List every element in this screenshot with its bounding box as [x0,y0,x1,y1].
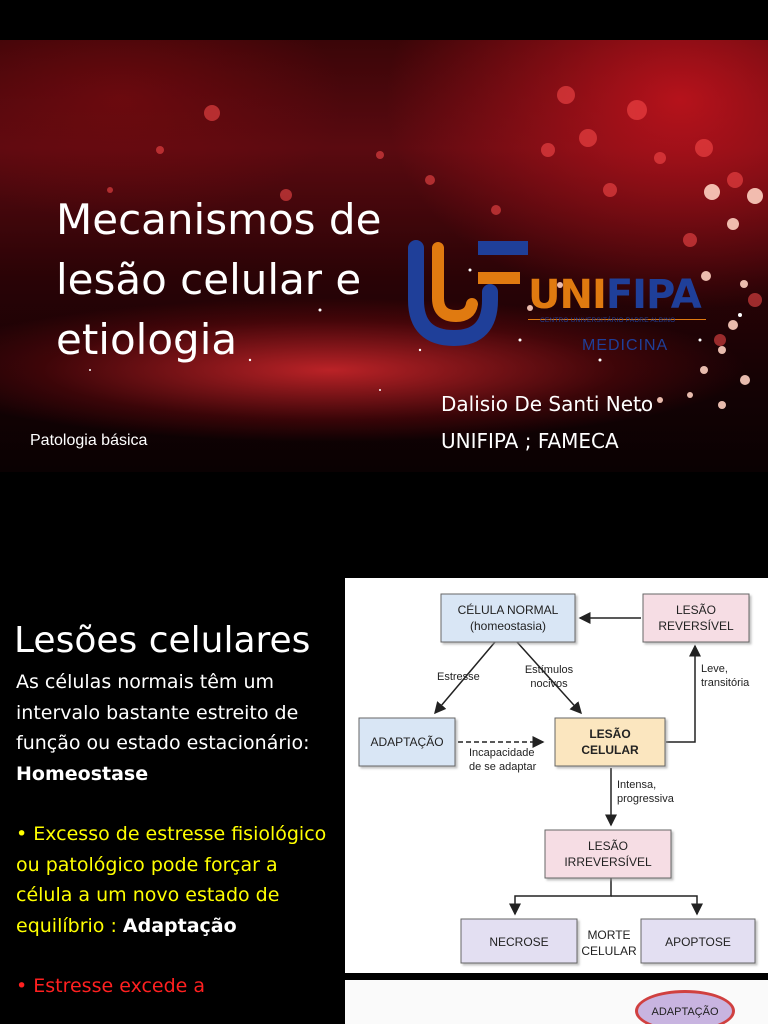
logo-wordmark: UNIFIPA [528,272,701,318]
intro-paragraph: As células normais têm um intervalo bastante estreito de função ou estado estacionário: Homeostase [16,671,310,785]
stimuli-label-2: nocivos [530,678,568,690]
inability-label-1: Incapacidade [469,747,535,759]
normal-cell-label: CÉLULA NORMAL [457,603,559,617]
author-affiliation: UNIFIPA ; FAMECA [441,429,619,453]
cell-injury-diagram [345,578,768,973]
cell-injury-label-2: CELULAR [581,743,639,757]
presentation-subtitle: Patologia básica [30,432,148,449]
irreversible-label-1: LESÃO [587,839,629,853]
cell-injury-box [555,718,665,766]
adaptation-bubble: ADAPTAÇÃO [635,990,735,1024]
cell-death-label-1: MORTE [587,928,631,942]
logo-tagline: CENTRO UNIVERSITÁRIO PADRE ALBINO [540,317,676,324]
logo-department: MEDICINA [582,337,669,354]
presentation-title: Mecanismos de lesão celular e etiologia [56,195,382,364]
adaptation-label: ADAPTAÇÃO [370,735,444,749]
necrosis-label: NECROSE [489,935,549,949]
next-diagram-preview [345,980,768,1024]
reversible-label-1: LESÃO [675,603,717,617]
stimuli-label-1: Estímulos [524,664,574,676]
slide-body [16,667,336,1002]
adaptation-term: Adaptação [122,914,237,937]
normal-cell-sublabel: (homeostasia) [469,619,547,633]
reversible-label-2: REVERSÍVEL [658,619,734,633]
homeostasis-term: Homeostase [16,762,149,785]
slide-title: Lesões celulares [14,620,311,661]
severe-label-2: progressiva [617,793,674,805]
normal-cell-box [441,594,575,642]
cell-injury-label-1: LESÃO [589,727,631,741]
unifipa-logo [404,240,734,370]
unifipa-emblem-icon [404,240,534,370]
bullet-stress: • Estresse excede a [16,975,206,997]
author-name: Dalisio De Santi Neto [441,392,654,416]
apoptosis-label: APOPTOSE [665,935,731,949]
inability-label-2: de se adaptar [469,761,537,773]
mild-label-2: transitória [701,677,750,689]
irreversible-injury-box [545,830,671,878]
content-slide [0,578,768,1024]
stress-label: Estresse [437,671,480,683]
cell-injury-flowchart [345,578,768,973]
reversible-injury-box [643,594,749,642]
severe-label-1: Intensa, [617,779,657,791]
mild-label-1: Leve, [701,663,728,675]
irreversible-label-2: IRREVERSÍVEL [564,855,652,869]
author-block [441,386,653,460]
title-slide [0,40,768,472]
cell-death-label-2: CELULAR [581,944,637,958]
bullet-adaptation: • Excesso de estresse fisiológico ou patológico pode forçar a célula a um novo estado de equilíbrio : Adaptação [16,823,327,937]
